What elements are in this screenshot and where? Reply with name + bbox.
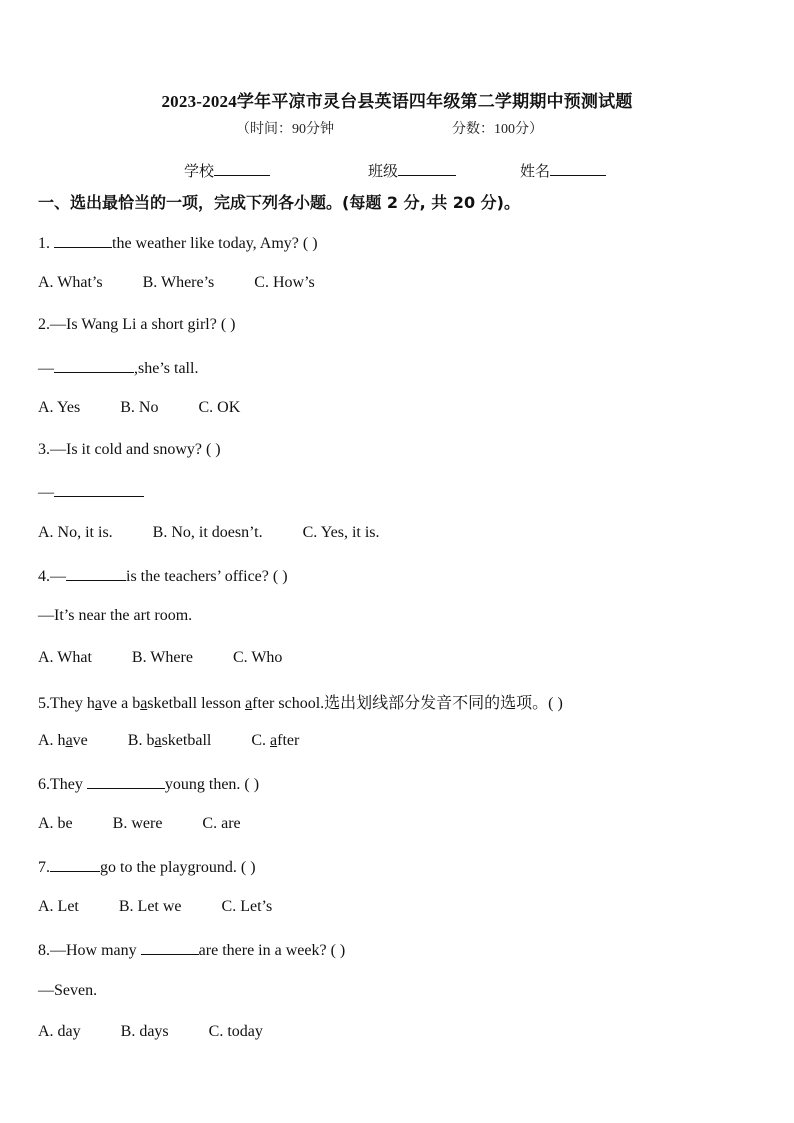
underlined-letter: a	[245, 695, 253, 712]
option-c: C. Yes, it is.	[302, 524, 380, 541]
option-c: C. are	[202, 815, 241, 832]
answer-blank	[66, 566, 126, 581]
answer-blank	[54, 482, 144, 497]
answer-blank	[141, 940, 199, 955]
underlined-letter: a	[154, 732, 162, 749]
question-3: 3.—Is it cold and snowy? ( )	[38, 441, 221, 458]
exam-title: 2023-2024学年平凉市灵台县英语四年级第二学期期中预测试题	[161, 92, 633, 111]
question-text: the weather like today, Amy? ( )	[112, 235, 318, 252]
option-c	[251, 732, 299, 750]
text-part: 5.They h	[38, 695, 95, 712]
question-text: is the teachers’ office? ( )	[126, 568, 288, 585]
option-a: A. day	[38, 1023, 81, 1040]
underlined-letter: a	[140, 695, 148, 712]
option-b: B. Where’s	[142, 274, 215, 291]
answer-blank	[87, 774, 165, 789]
dash: —	[38, 360, 54, 377]
option-a: A. No, it is.	[38, 524, 113, 541]
option-b: B. No	[120, 399, 159, 416]
question-5	[38, 690, 563, 713]
option-text: A. h	[38, 732, 66, 749]
option-text: fter	[277, 732, 300, 749]
exam-score: 分数：100分）	[452, 122, 543, 137]
option-text: B. b	[127, 732, 155, 749]
school-blank	[214, 161, 270, 176]
name-field	[520, 160, 606, 181]
answer-blank	[50, 857, 100, 872]
question-8-reply: —Seven.	[38, 982, 98, 999]
question-1-options	[38, 274, 355, 292]
question-4-options	[38, 649, 322, 667]
answer-blank	[54, 233, 112, 248]
option-text: ve	[72, 732, 88, 749]
name-label: 姓名	[520, 164, 551, 180]
school-field	[184, 160, 270, 181]
text-part: fter school.选出划线部分发音不同的选项。( )	[252, 695, 563, 712]
question-8-options	[38, 1023, 303, 1041]
reply-text: ,she’s tall.	[134, 360, 199, 377]
underlined-letter: a	[270, 732, 278, 749]
text-part: ve a b	[101, 695, 141, 712]
option-b: B. Where	[131, 649, 193, 666]
option-b: B. were	[112, 815, 163, 832]
question-6	[38, 774, 259, 794]
question-2-reply	[38, 358, 198, 378]
question-text: go to the playground. ( )	[100, 859, 256, 876]
question-6-options	[38, 815, 281, 833]
option-a	[38, 732, 88, 750]
school-label: 学校	[184, 164, 215, 180]
question-7	[38, 857, 256, 877]
answer-blank	[54, 358, 134, 373]
question-number: 7.	[38, 859, 50, 876]
option-text: sketball	[161, 732, 212, 749]
underlined-letter: a	[65, 732, 73, 749]
question-2: 2.—Is Wang Li a short girl? ( )	[38, 316, 236, 333]
question-4-reply: —It’s near the art room.	[38, 607, 193, 624]
option-a: A. be	[38, 815, 73, 832]
question-3-options	[38, 524, 420, 542]
option-b: B. No, it doesn’t.	[152, 524, 263, 541]
question-number: 1.	[38, 235, 54, 252]
option-c: C. today	[208, 1023, 263, 1040]
section-heading: 一、选出最恰当的一项，完成下列各小题。(每题 2 分, 共 20 分)。	[38, 193, 520, 212]
question-7-options	[38, 898, 312, 916]
option-a: A. Let	[38, 898, 79, 915]
question-number: 4.—	[38, 568, 66, 585]
question-4	[38, 566, 288, 586]
name-blank	[550, 161, 606, 176]
question-8	[38, 940, 345, 960]
question-3-reply	[38, 482, 144, 502]
question-text: are there in a week? ( )	[198, 942, 346, 959]
question-1	[38, 233, 318, 253]
option-c: C. Let’s	[221, 898, 273, 915]
exam-time: （时间：90分钟	[236, 122, 334, 137]
option-b: B. Let we	[118, 898, 182, 915]
option-text: C.	[251, 732, 270, 749]
question-number: 8.—How many	[38, 942, 141, 959]
text-part: sketball lesson	[147, 695, 246, 712]
question-number: 6.They	[38, 776, 87, 793]
option-c: C. OK	[198, 399, 241, 416]
underlined-letter: a	[94, 695, 102, 712]
option-b: B. days	[120, 1023, 169, 1040]
dash: —	[38, 484, 54, 501]
option-a: A. What’s	[38, 274, 103, 291]
question-2-options	[38, 399, 280, 417]
class-field	[368, 160, 456, 181]
option-c: C. How’s	[254, 274, 315, 291]
option-a: A. Yes	[38, 399, 81, 416]
question-5-options	[38, 732, 339, 750]
option-a: A. What	[38, 649, 92, 666]
class-label: 班级	[368, 164, 399, 180]
option-c: C. Who	[232, 649, 283, 666]
option-b	[128, 732, 212, 750]
class-blank	[398, 161, 456, 176]
question-text: young then. ( )	[164, 776, 260, 793]
